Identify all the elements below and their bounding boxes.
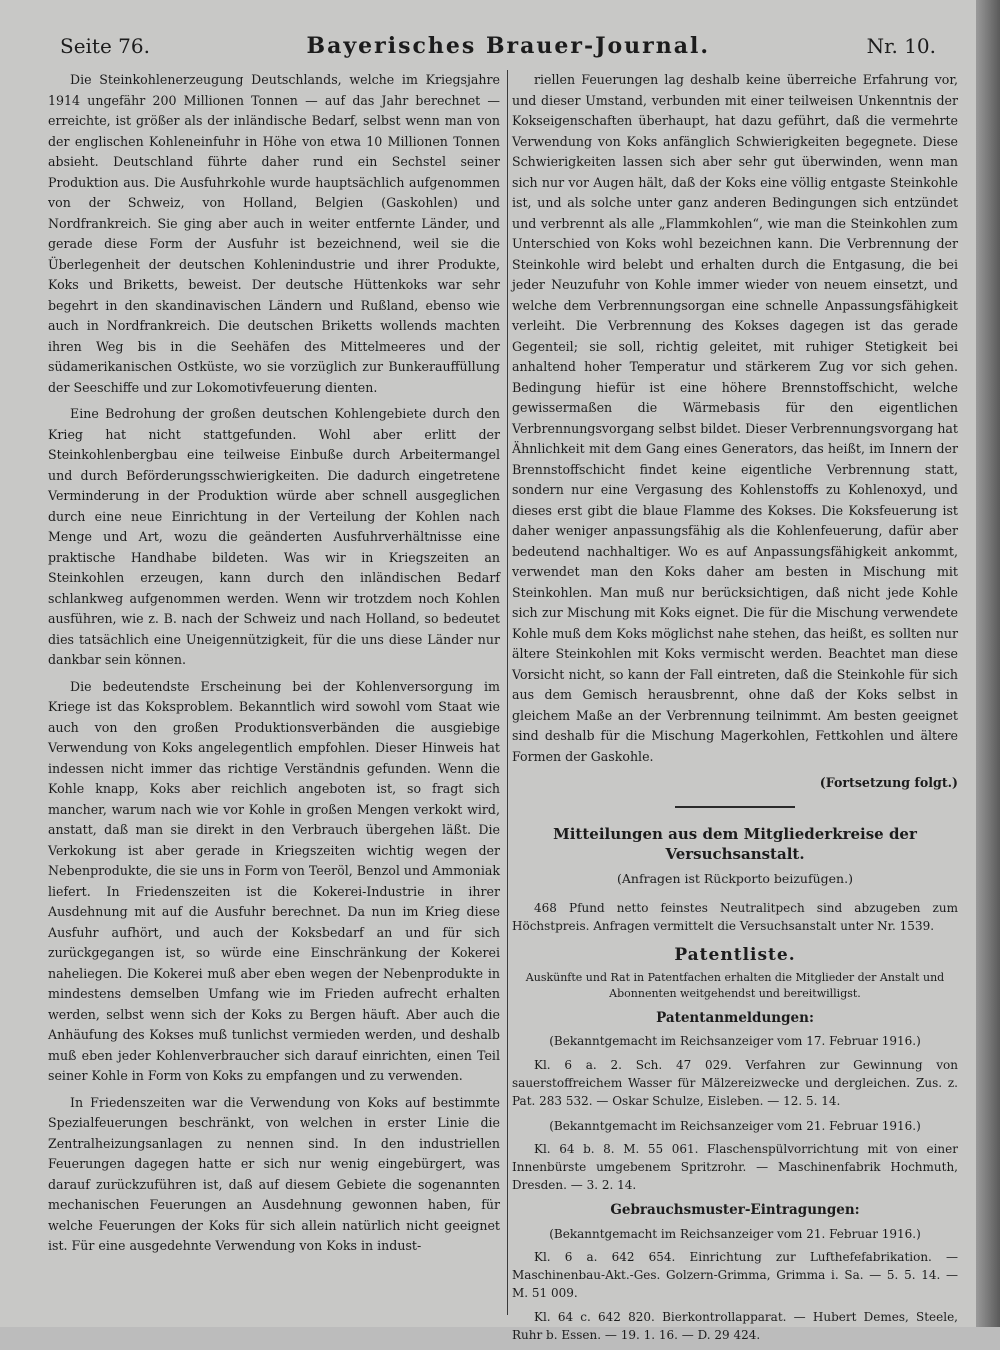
paragraph: Die bedeutendste Erscheinung bei der Kohlenversorgung im Kriege ist das Koksproblem. Bekanntlich wird sowohl vom Staat wie auch von den großen Produktionsverbänden die ausgiebige Verwendung von Koks angelegentlich empfohlen. Dieser Hinweis hat indessen nicht immer das richtige Verständnis gefunden. Wenn die Kohle knapp, Koks aber reichlich angeboten ist, so fragt sich mancher, warum nach wie vor Kohle in großen Mengen verkokt wird, anstatt, daß man sie direkt in den Verbrauch übergehen läßt. Die Verkokung ist aber gerade in Kriegszeiten wichtig wegen der Nebenprodukte, die sie uns in Form von Teeröl, Benzol und Ammoniak liefert. In Friedenszeiten ist die Kokerei-Industrie in ihrer Ausdehnung mit auf die Ausfuhr berechnet. Da nun im Krieg diese Ausfuhr aufhört, und auch der Koksbedarf an und für sich zurückgegangen ist, so würde eine Einschränkung der Kokerei naheliegen. Die Kokerei muß aber eben wegen der Nebenprodukte in mindestens demselben Umfang wie im Frieden aufrecht erhalten werden, selbst wenn sich der Koks zu Bergen häuft. Aber auch die Anhäufung des Kokses muß tunlichst vermieden werden, und deshalb muß eben jeder Kohlenverbraucher sich darauf einrichten, einen Teil seiner Kohle in Form von Koks zu empfangen und zu verwenden. <box>48 678 500 1083</box>
patent-entry: Kl. 6 a. 2. Sch. 47 029. Verfahren zur Gewinnung von sauerstoffreichem Wasser für Mälzereizwecke und dergleichen. Zus. z. Pat. 283 532. — Oskar Schulze, Eisleben. — 12. 5. 14. <box>512 1057 958 1108</box>
page-binding-edge <box>976 0 1000 1327</box>
patent-list-title: Patentliste. <box>674 945 796 965</box>
left-column <box>48 70 500 1263</box>
announcement-note: (Bekanntgemacht im Reichsanzeiger vom 21. Februar 1916.) <box>549 1118 921 1133</box>
utility-model-entry: Kl. 64 c. 642 820. Bierkontrollapparat. — Hubert Demes, Steele, Ruhr b. Essen. — 19. 1. 16. — D. 29 424. <box>512 1310 958 1342</box>
utility-model-entry: Kl. 6 a. 642 654. Einrichtung zur Lufthefefabrikation. — Maschinenbau-Akt.-Ges. Golzern-Grimma, Grimma i. Sa. — 5. 5. 14. — M. 51 009. <box>512 1250 958 1300</box>
patent-entry: Kl. 64 b. 8. M. 55 061. Flaschenspülvorrichtung mit von einer Innenbürste umgebenem Spritzrohr. — Maschinenfabrik Hochmuth, Dresden. — 3. 2. 14. <box>512 1142 958 1192</box>
column-divider <box>507 70 508 1315</box>
mitteilungen-subtitle: (Anfragen ist Rückporto beizufügen.) <box>617 870 853 886</box>
patent-list-subtitle: Auskünfte und Rat in Patentfachen erhalten die Mitglieder der Anstalt und Abonnenten weitgehendst und bereitwilligst. <box>525 970 945 1000</box>
issue-number: Nr. 10. <box>866 34 936 58</box>
utility-models-heading: Gebrauchsmuster-Eintragungen: <box>610 1202 860 1218</box>
announcement-note: (Bekanntgemacht im Reichsanzeiger vom 17. Februar 1916.) <box>549 1034 921 1048</box>
paragraph: In Friedenszeiten war die Verwendung von Koks auf bestimmte Spezialfeuerungen beschränkt, von welchen in erster Linie die Zentralheizungsanlagen zu nennen sind. In den industriellen Feuerungen dagegen hatte er sich nur wenig eingebürgert, was darauf zurückzuführen ist, daß auf diesem Gebiete die sogenannten mechanischen Feuerungen an Ausdehnung gewonnen haben, für welche Feuerungen der Koks für sich allein natürlich nicht geeignet ist. Für eine ausgedehnte Verwendung von Koks in indust- <box>48 1094 500 1253</box>
announcement-note: (Bekanntgemacht im Reichsanzeiger vom 21. Februar 1916.) <box>549 1226 921 1241</box>
paragraph: Eine Bedrohung der großen deutschen Kohlengebiete durch den Krieg hat nicht stattgefunden. Wohl aber erlitt der Steinkohlenbergbau eine teilweise Einbuße durch Arbeitermangel und durch Beförderungsschwierigkeiten. Die dadurch eingetretene Verminderung in der Produktion würde aber schnell ausgeglichen durch eine neue Einrichtung in der Verteilung der Kohlen nach Menge und Art, wozu die geänderten Ausfuhrverhältnisse eine praktische Handhabe bildeten. Was wir in Kriegszeiten an Steinkohlen erzeugen, kann durch den inländischen Bedarf schlankweg aufgenommen werden. Wenn wir trotzdem noch Kohlen ausführen, wie z. B. nach der Schweiz und nach Holland, so bedeutet dies tatsächlich eine Uneigennützigkeit, für die uns diese Länder nur dankbar sein können. <box>48 406 500 667</box>
section-rule <box>675 806 795 808</box>
patent-applications-heading: Patentanmeldungen: <box>656 1009 814 1026</box>
paragraph-continuation: riellen Feuerungen lag deshalb keine überreiche Erfahrung vor, und dieser Umstand, verbunden mit einer teilweisen Unkenntnis der Kokseigenschaften überhaupt, hat dazu geführt, daß die vermehrte Verwendung von Koks anfänglich Schwierigkeiten begegnete. Diese Schwierigkeiten lassen sich aber sehr gut überwinden, wenn man sich nur vor Augen hält, daß der Koks eine völlig entgaste Steinkohle ist, und als solche unter ganz anderen Bedingungen sich entzündet und verbrennt als alle „Flammkohlen“, wie man die Steinkohlen zum Unterschied von Koks wohl bezeichnen kann. Die Verbrennung der Steinkohle wird belebt und erhalten durch die Entgasung, die bei jeder Neuzufuhr von Kohle immer wieder von neuem einsetzt, und welche dem Verbrennungsorgan eine schnelle Anpassungsfähigkeit verleiht. Die Verbrennung des Kokses dagegen ist das gerade Gegenteil; sie soll, richtig geleitet, mit ruhiger Stetigkeit bei anhaltend hoher Temperatur und stärkerem Zug vor sich gehen. Bedingung hiefür ist eine höhere Brennstoffschicht, welche gewissermaßen die Wärmebasis für den eigentlichen Verbrennungsvorgang selbst bildet. Dieser Verbrennungsvorgang hat Ähnlichkeit mit dem Gang eines Generators, das heißt, im Innern der Brennstoffschicht findet keine eigentliche Verbrennung statt, sondern nur eine Vergasung des Kohlenstoffs zu Kohlenoxyd, und dieses erst gibt die blaue Flamme des Kokses. Die Koksfeuerung ist daher weniger anpassungsfähig als die Kohlenfeuerung, dafür aber bedeutend nachhaltiger. Wo es auf Anpassungsfähigkeit ankommt, verwendet man den Koks daher am besten in Mischung mit Steinkohlen. Man muß nur berücksichtigen, daß nicht jede Kohle sich zur Mischung mit Koks eignet. Die für die Mischung verwendete Kohle muß dem Koks möglichst nahe stehen, das heißt, es sollten nur ältere Steinkohlen mit Koks vermischt werden. Beachtet man diese Vorsicht nicht, so kann der Fall eintreten, daß die Steinkohle für sich aus dem Gemisch herausbrennt, ohne daß der Koks selbst in gleichem Maße an der Verbrennung teilnimmt. Am besten geeignet sind deshalb für die Mischung Magerkohlen, Fettkohlen und ältere Formen der Gaskohle. <box>512 72 958 764</box>
continued-note: (Fortsetzung folgt.) <box>819 775 958 790</box>
journal-title: Bayerisches Brauer-Journal. <box>306 33 711 59</box>
right-column <box>512 70 958 1350</box>
page-header <box>60 28 936 64</box>
mitteilungen-title: Mitteilungen aus dem Mitgliederkreise der Versuchsanstalt. <box>553 824 917 863</box>
page-number: Seite 76. <box>60 34 150 58</box>
paragraph: Die Steinkohlenerzeugung Deutschlands, welche im Kriegsjahre 1914 ungefähr 200 Millionen Tonnen — auf das Jahr berechnet — erreichte, ist größer als der inländische Bedarf, selbst wenn man von der englischen Kohleneinfuhr in Höhe von etwa 10 Millionen Tonnen absieht. Deutschland führte daher rund ein Sechstel seiner Produktion aus. Die Ausfuhrkohle wurde hauptsächlich aufgenommen von der Schweiz, von Holland, Belgien (Gaskohlen) und Nordfrankreich. Sie ging aber auch in weiter entfernte Länder, und gerade diese Form der Ausfuhr ist bezeichnend, weil sie die Überlegenheit der deutschen Kohlenindustrie und ihrer Produkte, Koks und Briketts, beweist. Der deutsche Hüttenkoks war sehr begehrt in den skandinavischen Ländern und Rußland, ebenso wie auch in Nordfrankreich. Die deutschen Briketts wollends machten ihren Weg bis in die Seehäfen des Mittelmeeres und der südamerikanischen Ostküste, wo sie vorzüglich zur Bunkerauffüllung der Seeschiffe und zur Lokomotivfeuerung dienten. <box>48 72 500 395</box>
mitteilungen-text: 468 Pfund netto feinstes Neutralitpech sind abzugeben zum Höchstpreis. Anfragen vermittelt die Versuchsanstalt unter Nr. 1539. <box>512 901 958 933</box>
